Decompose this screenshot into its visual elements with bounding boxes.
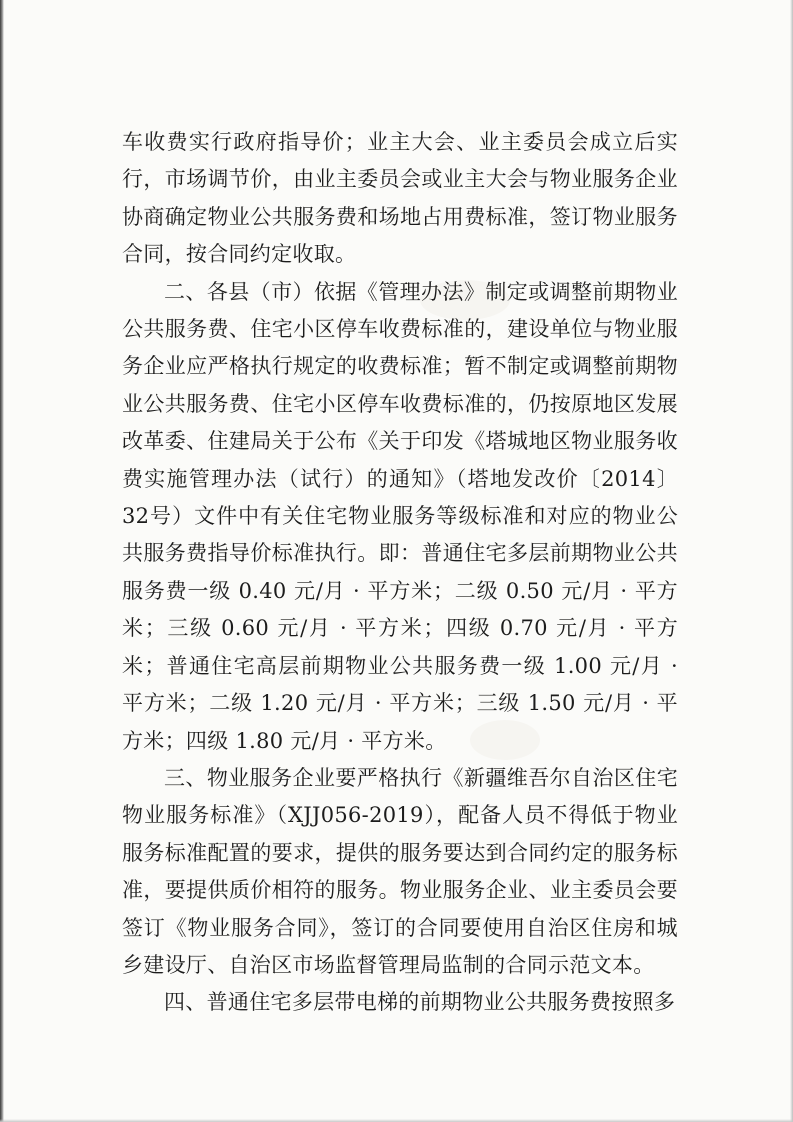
paragraph-item-4: 四、普通住宅多层带电梯的前期物业公共服务费按照多 <box>164 990 676 1015</box>
paragraph-item-2: 二、各县（市）依据《管理办法》制定或调整前期物业公共服务费、住宅小区停车收费标准的，建设单位与物业服务企业应严格执行规定的收费标准；暂不制定或调整前期物业公共服务费、住宅小区停车收费标准的，仍按原地区发展改革委、住建局关于公布《关于印发《塔城地区物业服务收费实施管理办法（试行）的通知》（塔地发改价〔2014〕32号）文件中有关住宅物业服务等级标准和对应的物业公共服务费指导价标准执行。即：普通住宅多层前期物业公共服务费一级 0.40 元/月 · 平方米；二级 0.50 元/月 · 平方米；三级 0.60 元/月 · 平方米；四级 0.70 元/月 · 平方米；普通住宅高层前期物业公共服务费一级 1.00 元/月 · 平方米；二级 1.20 元/月 · 平方米；三级 1.50 元/月 · 平方米；四级 1.80 元/月 · 平方米。 <box>122 279 678 753</box>
document-body <box>122 124 678 1022</box>
scan-left-edge <box>0 0 4 1122</box>
paragraph-item-3: 三、物业服务企业要严格执行《新疆维吾尔自治区住宅物业服务标准》（XJJ056-2019），配备人员不得低于物业服务标准配置的要求，提供的服务要达到合同约定的服务标准，要提供质价相符的服务。物业服务企业、业主委员会要签订《物业服务合同》，签订的合同要使用自治区住房和城乡建设厅、自治区市场监督管理局监制的合同示范文本。 <box>122 765 678 977</box>
paragraph-continuation: 车收费实行政府指导价；业主大会、业主委员会成立后实行，市场调节价，由业主委员会或业主大会与物业服务企业协商确定物业公共服务费和场地占用费标准，签订物业服务合同，按合同约定收取。 <box>122 130 678 267</box>
